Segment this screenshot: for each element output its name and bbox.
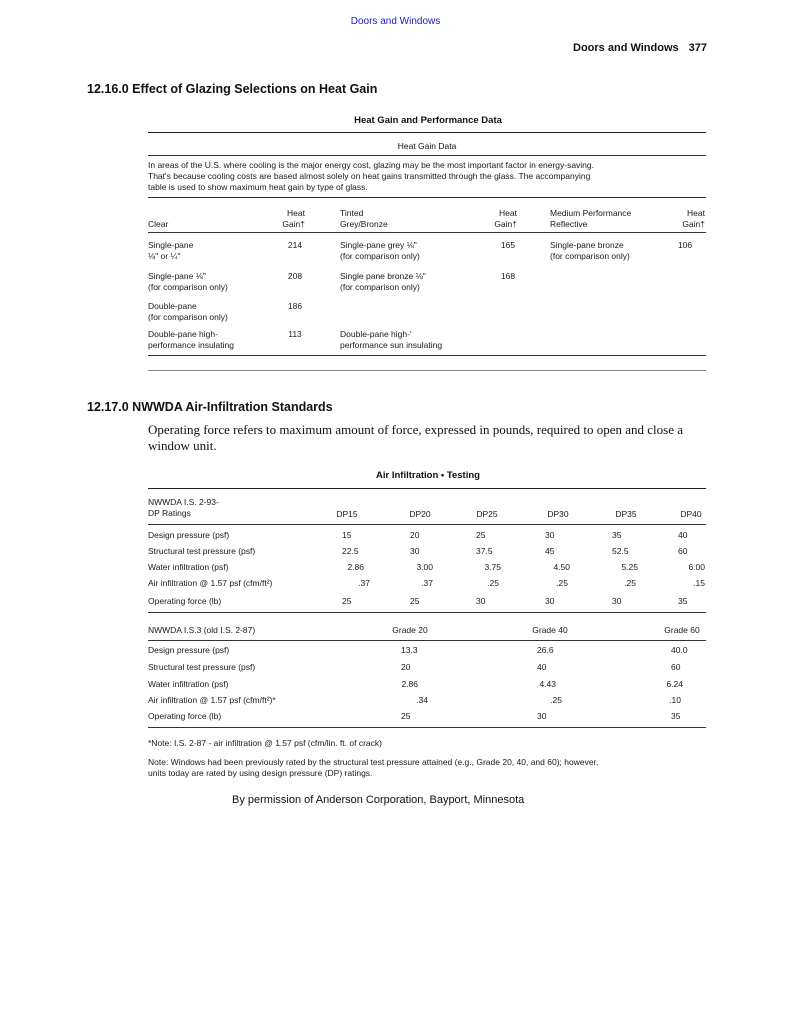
table-cell: 40 [678, 530, 688, 540]
table-cell: 25 [410, 596, 420, 606]
grade-table-header: NWWDA I.S.3 (old I.S. 2-87) [148, 625, 256, 635]
table-cell: 15 [342, 530, 352, 540]
table-cell: 26.6 [537, 645, 554, 655]
table-cell: 30 [410, 546, 420, 556]
row-label: Structural test pressure (psf) [148, 662, 256, 672]
clear-gain-value: 208 [287, 271, 303, 281]
table-cell: 30 [545, 530, 555, 540]
section-title-air-infiltration: 12.17.0 NWWDA Air-Infiltration Standards [87, 400, 333, 414]
table-rule [148, 232, 706, 233]
row-label: Water infiltration (psf) [148, 562, 229, 572]
table-cell: 6.24 [666, 679, 683, 689]
table-cell: 40 [537, 662, 547, 672]
table-rule [148, 727, 706, 728]
row-label: Structural test pressure (psf) [148, 546, 256, 556]
table-cell: .25 [624, 578, 636, 588]
col-header-dp: DP40 [680, 509, 702, 519]
table-cell: .25 [550, 695, 562, 705]
table-cell: 5.25 [621, 562, 638, 572]
col-header-grade: Grade 60 [664, 625, 700, 635]
reflective-glass-cell: Single-pane bronze (for comparison only) [550, 240, 630, 261]
table-cell: 3.00 [416, 562, 433, 572]
table-cell: 30 [476, 596, 486, 606]
col-header-dp: DP25 [476, 509, 498, 519]
row-label: Operating force (lb) [148, 596, 222, 606]
col-header-dp: DP35 [615, 509, 637, 519]
table-cell: 20 [410, 530, 420, 540]
row-label: Operating force (lb) [148, 711, 222, 721]
heat-gain-intro [148, 160, 708, 193]
permission-caption: By permission of Anderson Corporation, Bayport, Minnesota [232, 794, 525, 806]
clear-glass-cell: Single-pane ⅛" or ¼" [148, 240, 194, 261]
heat-gain-table-title: Heat Gain and Performance Data [354, 115, 502, 126]
table-cell: .10 [669, 695, 681, 705]
table-cell: 37.5 [476, 546, 493, 556]
table-rule [148, 132, 706, 133]
col-header-grade: Grade 40 [532, 625, 568, 635]
table-cell: 22.5 [342, 546, 359, 556]
table-cell: 20 [401, 662, 411, 672]
note-ratings: Note: Windows had been previously rated by the structural test pressure attained (e.g., Grade 20, 40, and 60); however, units today are rated by using design pressure (DP) ratings. [148, 757, 599, 778]
row-label: Design pressure (psf) [148, 530, 230, 540]
table-cell: 60 [671, 662, 681, 672]
col-header-heat-gain: Heat Gain† [494, 208, 517, 229]
table-rule [148, 612, 706, 613]
col-header-dp: DP15 [336, 509, 358, 519]
table-cell: .25 [556, 578, 568, 588]
tinted-gain-value: 168 [500, 271, 516, 281]
clear-gain-value: 186 [287, 301, 303, 311]
col-header-reflective: Medium Performance Reflective [550, 208, 632, 229]
col-header-dp: DP30 [547, 509, 569, 519]
tinted-glass-cell: Single-pane grey ⅛" (for comparison only) [340, 240, 420, 261]
table-cell: 30 [612, 596, 622, 606]
tinted-glass-cell: Single pane bronze ⅛" (for comparison only) [340, 271, 426, 292]
page-number: 377 [688, 42, 707, 54]
table-cell: 40.0 [671, 645, 688, 655]
table-cell: 13.3 [401, 645, 418, 655]
table-cell: .25 [487, 578, 499, 588]
col-header-dp: DP20 [409, 509, 431, 519]
table-rule [148, 488, 706, 489]
table-cell: 52.5 [612, 546, 629, 556]
row-label: Air infiltration @ 1.57 psf (cfm/ft²) [148, 578, 273, 588]
dp-ratings-header: NWWDA I.S. 2-93- DP Ratings [148, 497, 219, 518]
table-rule [148, 524, 706, 525]
clear-gain-value: 113 [288, 329, 302, 339]
table-cell: 25 [476, 530, 486, 540]
section-title-glazing: 12.16.0 Effect of Glazing Selections on Heat Gain [87, 82, 378, 96]
clear-glass-cell: Single-pane ⅛" (for comparison only) [148, 271, 228, 292]
col-header-tinted: Tinted Grey/Bronze [340, 208, 388, 229]
table-cell: .37 [421, 578, 433, 588]
table-cell: 45 [545, 546, 555, 556]
intro-line: table is used to show maximum heat gain by type of glass. [148, 182, 368, 192]
operating-force-paragraph: Operating force refers to maximum amount of force, expressed in pounds, required to open and close a window unit. [148, 422, 683, 453]
col-header-heat-gain: Heat Gain† [682, 208, 705, 229]
col-header-grade: Grade 20 [392, 625, 428, 635]
table-rule [148, 640, 706, 641]
table-cell: .15 [693, 578, 705, 588]
table-cell: 2.86 [401, 679, 418, 689]
heat-gain-subtitle: Heat Gain Data [397, 141, 457, 151]
intro-line: That's because cooling costs are based almost solely on heat gains transmitted through the glass. The accompanying [148, 171, 591, 181]
table-cell: 4.50 [553, 562, 570, 572]
table-cell: .37 [358, 578, 370, 588]
reflective-gain-value: 106 [677, 240, 693, 250]
table-cell: 35 [612, 530, 622, 540]
row-label: Air infiltration @ 1.57 psf (cfm/ft²)* [148, 695, 276, 705]
clear-glass-cell: Double-pane high- performance insulating [148, 329, 234, 350]
table-cell: 4.43 [539, 679, 556, 689]
running-title: Doors and Windows [573, 42, 679, 54]
table-cell: .34 [416, 695, 428, 705]
table-cell: 25 [342, 596, 352, 606]
running-head [573, 42, 707, 54]
table-cell: 30 [537, 711, 547, 721]
clear-glass-cell: Double-pane (for comparison only) [148, 301, 228, 322]
tinted-gain-value: 165 [500, 240, 516, 250]
footnote-air-infiltration: *Note: I.S. 2-87 - air infiltration @ 1.57 psf (cfm/lin. ft. of crack) [148, 738, 382, 748]
table-cell: 3.75 [484, 562, 501, 572]
top-link[interactable]: Doors and Windows [350, 16, 441, 27]
intro-line: In areas of the U.S. where cooling is the major energy cost, glazing may be the most important factor in energy-saving. [148, 160, 594, 170]
table-rule [148, 197, 706, 198]
row-label: Design pressure (psf) [148, 645, 230, 655]
table-cell: 30 [545, 596, 555, 606]
tinted-glass-cell: Double-pane high-' performance sun insulating [340, 329, 443, 350]
table-cell: 2.86 [347, 562, 364, 572]
col-header-clear: Clear [148, 219, 169, 229]
air-infiltration-table-title: Air Infiltration • Testing [376, 470, 480, 481]
table-cell: 60 [678, 546, 688, 556]
table-cell: 25 [401, 711, 411, 721]
table-cell: 35 [671, 711, 681, 721]
table-cell: 35 [678, 596, 688, 606]
table-rule [148, 155, 706, 156]
col-header-heat-gain: Heat Gain† [282, 208, 305, 229]
table-cell: 6.00 [688, 562, 705, 572]
row-label: Water infiltration (psf) [148, 679, 229, 689]
clear-gain-value: 214 [287, 240, 303, 250]
table-rule [148, 370, 706, 371]
table-rule [148, 355, 706, 356]
